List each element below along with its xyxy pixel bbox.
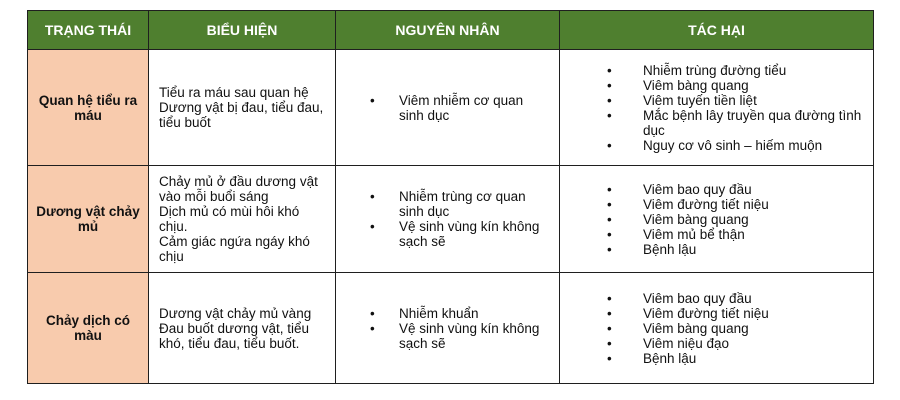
header-symptoms: BIỂU HIỆN [149, 11, 336, 50]
harms-cell [560, 50, 874, 166]
symptom-line: Dương vật bị đau, tiểu đau, tiểu buốt [159, 100, 324, 130]
symptom-table [27, 10, 874, 384]
header-state: TRẠNG THÁI [28, 11, 149, 50]
list-item: • Nguy cơ vô sinh – hiếm muộn [561, 138, 872, 153]
list-item: • Viêm bàng quang [561, 78, 872, 93]
list-item: • Viêm đường tiết niệu [561, 197, 872, 212]
symptoms-cell [149, 273, 336, 384]
list-item: • Viêm mủ bể thận [561, 227, 872, 242]
list-item: • Nhiễm trùng đường tiểu [561, 63, 872, 78]
table-row [28, 166, 874, 273]
symptoms-cell [149, 50, 336, 166]
harms-list [561, 182, 872, 257]
header-row [28, 11, 874, 50]
list-item: • Viêm niệu đạo [561, 336, 872, 351]
symptom-line: Cảm giác ngứa ngáy khó chịu [159, 234, 310, 264]
symptom-line: Chảy mủ ở đầu dương vật vào mỗi buổi sáng [159, 174, 318, 204]
list-item: • Nhiễm trùng cơ quan sinh dục [337, 189, 558, 219]
symptom-line: Dương vật chảy mủ vàng [159, 305, 312, 321]
list-item: • Nhiễm khuẩn [337, 306, 558, 321]
list-item: • Mắc bệnh lây truyền qua đường tình dục [561, 108, 872, 138]
table-row [28, 273, 874, 384]
list-item: • Viêm nhiễm cơ quan sinh dục [337, 93, 558, 123]
harms-cell [560, 273, 874, 384]
state-cell: Dương vật chảy mủ [28, 166, 149, 273]
list-item: • Viêm bàng quang [561, 321, 872, 336]
symptom-line: Dịch mủ có mùi hôi khó chịu. [159, 204, 300, 234]
harms-cell [560, 166, 874, 273]
symptom-line: Đau buốt dương vật, tiểu khó, tiểu đau, tiểu buốt. [159, 320, 309, 351]
list-item: • Vệ sinh vùng kín không sạch sẽ [337, 321, 558, 351]
harms-list [561, 63, 872, 153]
causes-list [337, 93, 558, 123]
causes-list [337, 189, 558, 249]
causes-cell [336, 273, 560, 384]
list-item: • Viêm bao quy đầu [561, 291, 872, 306]
list-item: • Viêm bao quy đầu [561, 182, 872, 197]
list-item: • Viêm bàng quang [561, 212, 872, 227]
table-row [28, 50, 874, 166]
symptom-line: Tiểu ra máu sau quan hệ [159, 85, 309, 100]
harms-list [561, 291, 872, 366]
causes-cell [336, 50, 560, 166]
list-item: • Bệnh lậu [561, 242, 872, 257]
list-item: • Viêm đường tiết niệu [561, 306, 872, 321]
state-cell: Chảy dịch có màu [28, 273, 149, 384]
header-harms: TÁC HẠI [560, 11, 874, 50]
symptoms-cell [149, 166, 336, 273]
list-item: • Vệ sinh vùng kín không sạch sẽ [337, 219, 558, 249]
list-item: • Bệnh lậu [561, 351, 872, 366]
header-causes: NGUYÊN NHÂN [336, 11, 560, 50]
causes-list [337, 306, 558, 351]
causes-cell [336, 166, 560, 273]
list-item: • Viêm tuyến tiền liệt [561, 93, 872, 108]
state-cell: Quan hệ tiểu ra máu [28, 50, 149, 166]
